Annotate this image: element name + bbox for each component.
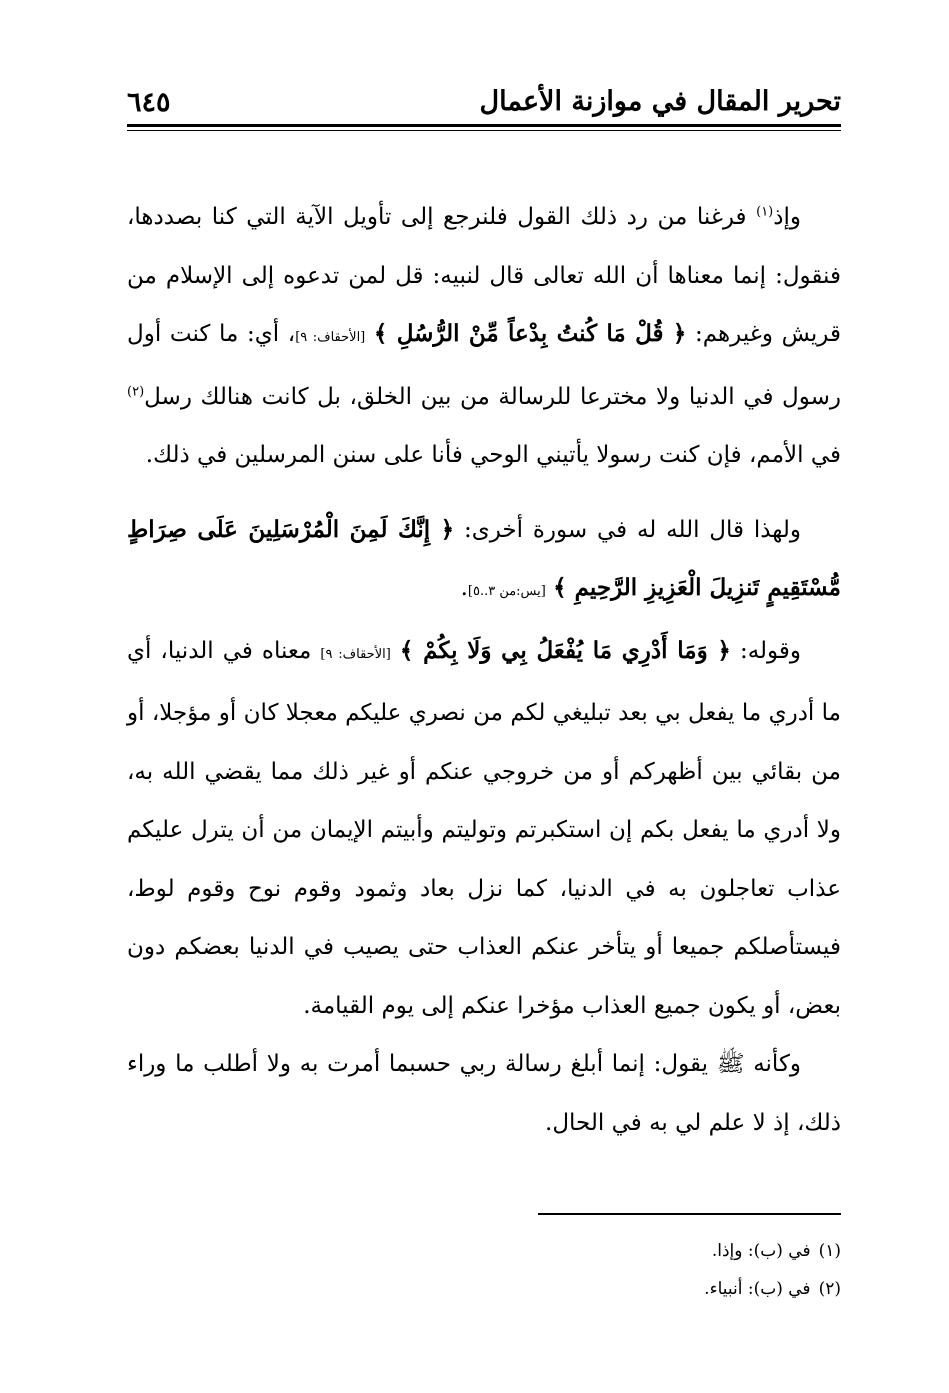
footnote-2 <box>127 1270 841 1308</box>
paragraph-1-text: فرغنا من رد ذلك القول فلنرجع إلى تأويل الآية التي كنا بصددها، فنقول: إنما معناها أن الله تعالى قال لنبيه: قل لمن تدعوه إلى الإسلام من قريش وغيرهم: <box>127 204 841 347</box>
footnote-ref-1: (١) <box>756 204 774 220</box>
paragraph-3 <box>127 622 841 1036</box>
footnote-text: في (ب): وإذا. <box>711 1241 811 1261</box>
footnote-text: في (ب): أنبياء. <box>704 1279 811 1299</box>
footnote-separator <box>538 1213 841 1215</box>
paragraph-1-text: وإذ <box>773 204 801 230</box>
paragraph-1-text: ، أي: ما كنت أول رسول في الدنيا ولا مخترعا للرسالة من بين الخلق، بل كانت هنالك رسل <box>127 321 841 410</box>
paragraph-3-text: وقوله: <box>739 637 802 664</box>
paragraph-1-text: في الأمم، فإن كنت رسولا يأتيني الوحي فأنا على سنن المرسلين في ذلك. <box>145 442 841 468</box>
verse-citation: [الأحقاف: ٩] <box>320 646 391 662</box>
footnote-number: (٢) <box>818 1279 841 1299</box>
body-text <box>127 188 841 1152</box>
header-rule-thin <box>127 130 841 131</box>
page-header <box>127 80 841 124</box>
header-rule <box>127 124 841 127</box>
paragraph-1 <box>127 188 841 485</box>
quran-verse: ﴿ قُلْ مَا كُنتُ بِدْعاً مِّنْ الرُّسُلِ ﴾ <box>373 320 687 347</box>
running-title: تحرير المقال في موازنة الأعمال <box>479 86 841 117</box>
footnote-1 <box>127 1232 841 1270</box>
paragraph-2-text: ولهذا قال الله له في سورة أخرى: <box>463 516 801 543</box>
footnote-number: (١) <box>818 1241 841 1261</box>
paragraph-2 <box>127 501 841 622</box>
verse-citation: [يس:من ٣..٥] <box>467 584 546 599</box>
verse-citation: [الأحقاف: ٩] <box>295 330 366 345</box>
paragraph-3-text: معناه في الدنيا، أي ما أدري ما يفعل بي بعد تبليغي لكم من نصري عليكم معجلا كان أو مؤجلا، أو من بقائي بين أظهركم أو من خروجي عنكم أو غير ذلك مما يقضي الله به، ولا أدري ما يفعل بكم إن استكبرتم وتوليتم وأبيتم الإيمان من أن يترل عليكم عذاب تعاجلون به في الدنيا، كما نزل بعاد وثمود وقوم نوح وقوم لوط، فيستأصلكم جميعا أو يتأخر عنكم العذاب حتى يصيب في الدنيا بعضكم دون بعض، أو يكون جميع العذاب مؤخرا عنكم إلى يوم القيامة. <box>127 637 841 1019</box>
paragraph-4-text: وكأنه ﷺ يقول: إنما أبلغ رسالة ربي حسبما أمرت به ولا أطلب ما وراء ذلك، إذ لا علم لي به في الحال. <box>127 1051 841 1136</box>
footnote-ref-2: (٢) <box>127 383 145 399</box>
footnotes <box>127 1232 841 1308</box>
paragraph-4 <box>127 1035 841 1152</box>
quran-verse: ﴿ إِنَّكَ لَمِنَ الْمُرْسَلِينَ عَلَى صِرَاطٍ مُّسْتَقِيمٍ تَنزِيلَ الْعَزِيزِ الرَّحِيمِ ﴾ <box>127 515 841 601</box>
paragraph-2-text: . <box>460 575 468 601</box>
quran-verse: ﴿ وَمَا أَدْرِي مَا يُفْعَلُ بِي وَلَا بِكُمْ ﴾ <box>399 636 731 664</box>
page-number: ٦٤٥ <box>127 87 171 118</box>
